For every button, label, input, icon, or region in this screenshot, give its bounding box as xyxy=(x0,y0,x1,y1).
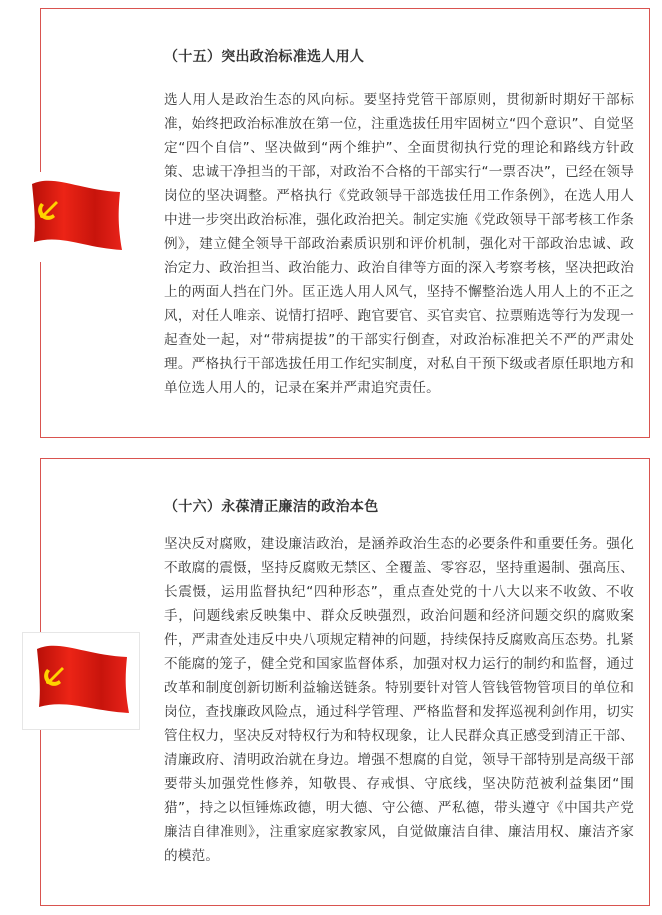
party-flag-icon xyxy=(24,172,124,262)
section-paragraph: 坚决反对腐败，建设廉洁政治，是涵养政治生态的必要条件和重要任务。强化不敢腐的震慑，坚持反腐败无禁区、全覆盖、零容忍，坚持重遏制、强高压、长震慑，运用监督执纪“四种形态”，重点查处党的十八大以来不收敛、不收手，问题线索反映集中、群众反映强烈，政治问题和经济问题交织的腐败案件，严肃查处违反中央八项规定精神的问题，持续保持反腐败高压态势。扎紧不能腐的笼子，健全党和国家监督体系，加强对权力运行的制约和监督，通过改革和制度创新切断利益输送链条。特别要针对管人管钱管物管项目的单位和岗位，查找廉政风险点，通过科学管理、严格监督和发挥巡视利剑作用，切实管住权力，坚决反对特权行为和特权现象，让人民群众真正感受到清正干部、清廉政府、清明政治就在身边。增强不想腐的自觉，领导干部特别是高级干部要带头加强党性修养，知敬畏、存戒惧、守底线，坚决防范被利益集团“围猎”，持之以恒锤炼政德，明大德、守公德、严私德，带头遵守《中国共产党廉洁自律准则》，注重家庭家教家风，自觉做廉洁自律、廉洁用权、廉洁齐家的模范。 xyxy=(164,536,634,864)
section-heading: （十六）永葆清正廉洁的政治本色 xyxy=(164,499,379,515)
section-paragraph: 选人用人是政治生态的风向标。要坚持党管干部原则，贯彻新时期好干部标准，始终把政治标准放在第一位，注重选拔任用牢固树立“四个意识”、自觉坚定“四个自信”、坚决做到“两个维护”、全面贯彻执行党的理论和路线方针政策、忠诚干净担当的干部，对政治不合格的干部实行“一票否决”，已经在领导岗位的坚决调整。严格执行《党政领导干部选拔任用工作条例》，在选人用人中进一步突出政治标准，强化政治把关。制定实施《党政领导干部考核工作条例》，建立健全领导干部政治素质识别和评价机制，强化对干部政治忠诚、政治定力、政治担当、政治能力、政治自律等方面的深入考察考核，坚决把政治上的两面人挡在门外。匡正选人用人风气，坚持不懈整治选人用人上的不正之风，对任人唯亲、说情打招呼、跑官要官、买官卖官、拉票贿选等行为发现一起查处一起，对“带病提拔”的干部实行倒查，对政治标准把关不严的严肃处理。严格执行干部选拔任用工作纪实制度，对私自干预下级或者原任职地方和单位选人用人的，记录在案并严肃追究责任。 xyxy=(164,92,634,396)
section-card-15 xyxy=(40,8,650,438)
section-heading: （十五）突出政治标准选人用人 xyxy=(164,49,365,65)
party-flag-icon xyxy=(22,632,140,730)
